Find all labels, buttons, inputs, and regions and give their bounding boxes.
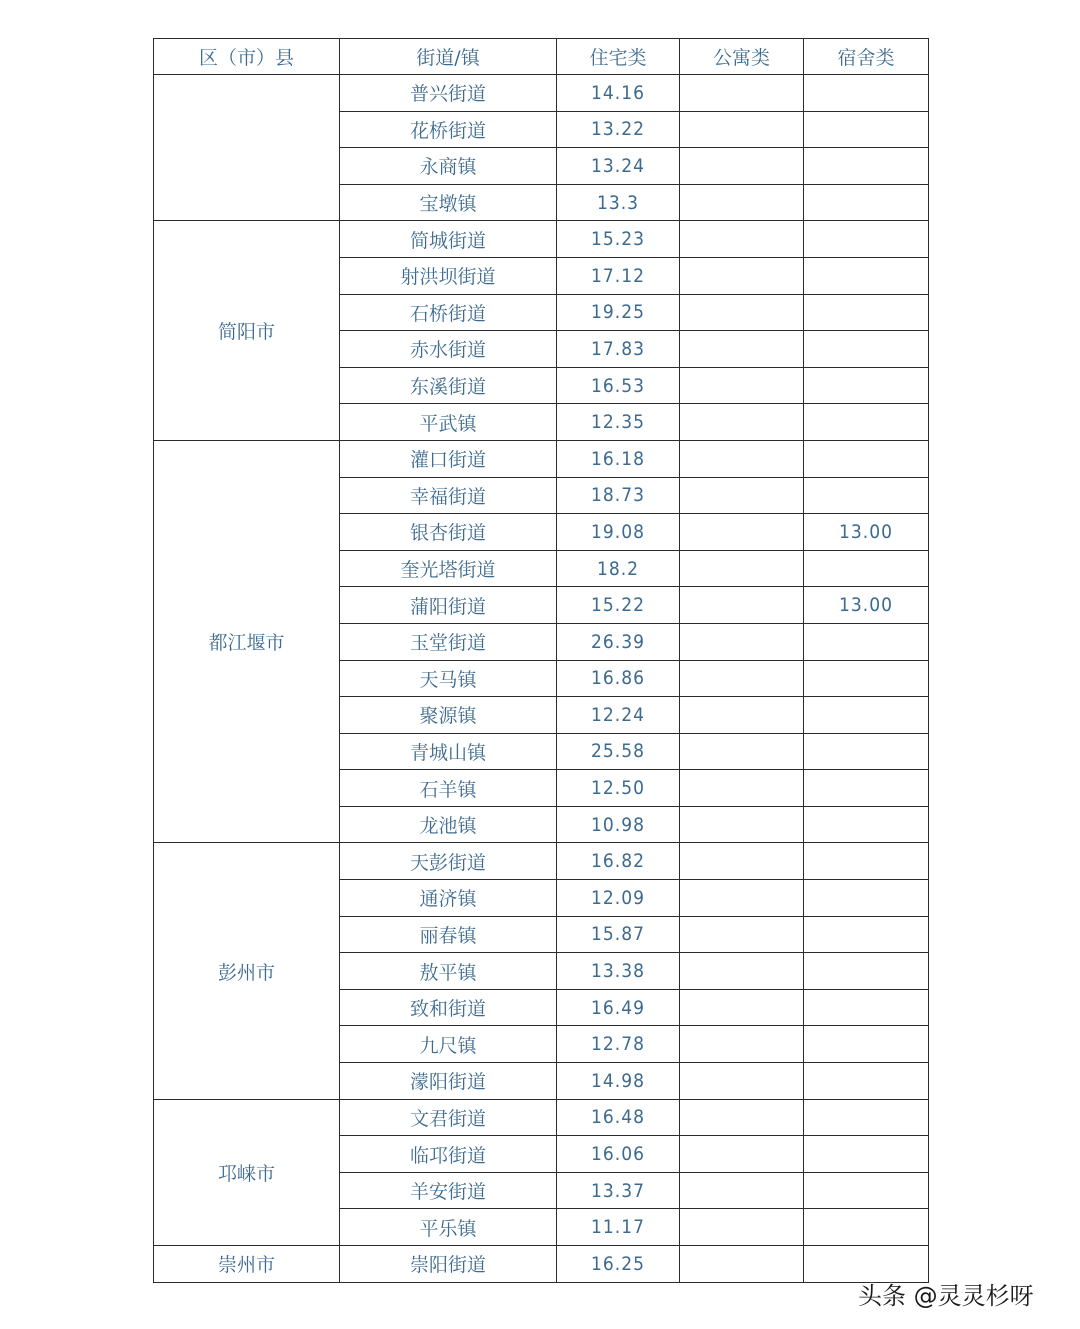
residential-cell: 13.37 xyxy=(557,1172,680,1209)
apartment-cell xyxy=(680,514,804,551)
apartment-cell xyxy=(680,331,804,368)
street-cell: 羊安街道 xyxy=(340,1172,557,1209)
header-row xyxy=(154,39,929,75)
residential-cell: 26.39 xyxy=(557,623,680,660)
apartment-cell xyxy=(680,184,804,221)
residential-cell: 13.24 xyxy=(557,148,680,185)
street-cell: 玉堂街道 xyxy=(340,623,557,660)
residential-cell: 16.53 xyxy=(557,367,680,404)
street-cell: 丽春镇 xyxy=(340,916,557,953)
header-residential: 住宅类 xyxy=(557,39,680,75)
apartment-cell xyxy=(680,587,804,624)
apartment-cell xyxy=(680,1136,804,1173)
dormitory-cell xyxy=(804,989,929,1026)
table-row xyxy=(154,440,929,477)
dormitory-cell xyxy=(804,75,929,112)
dormitory-cell xyxy=(804,953,929,990)
residential-cell: 12.09 xyxy=(557,880,680,917)
street-cell: 灌口街道 xyxy=(340,440,557,477)
residential-cell: 15.87 xyxy=(557,916,680,953)
residential-cell: 12.35 xyxy=(557,404,680,441)
dormitory-cell xyxy=(804,1063,929,1100)
residential-cell: 15.22 xyxy=(557,587,680,624)
apartment-cell xyxy=(680,1246,804,1283)
residential-cell: 16.06 xyxy=(557,1136,680,1173)
dormitory-cell xyxy=(804,111,929,148)
apartment-cell xyxy=(680,953,804,990)
apartment-cell xyxy=(680,257,804,294)
apartment-cell xyxy=(680,660,804,697)
apartment-cell xyxy=(680,294,804,331)
dormitory-cell xyxy=(804,1172,929,1209)
residential-cell: 10.98 xyxy=(557,806,680,843)
street-cell: 临邛街道 xyxy=(340,1136,557,1173)
dormitory-cell xyxy=(804,660,929,697)
residential-cell: 16.25 xyxy=(557,1246,680,1283)
apartment-cell xyxy=(680,733,804,770)
rates-table xyxy=(153,38,929,1283)
dormitory-cell xyxy=(804,257,929,294)
street-cell: 简城街道 xyxy=(340,221,557,258)
street-cell: 普兴街道 xyxy=(340,75,557,112)
residential-cell: 13.22 xyxy=(557,111,680,148)
street-cell: 平乐镇 xyxy=(340,1209,557,1246)
street-cell: 石桥街道 xyxy=(340,294,557,331)
district-cell xyxy=(154,75,340,221)
dormitory-cell xyxy=(804,1136,929,1173)
residential-cell: 17.83 xyxy=(557,331,680,368)
street-cell: 聚源镇 xyxy=(340,697,557,734)
apartment-cell xyxy=(680,806,804,843)
apartment-cell xyxy=(680,477,804,514)
street-cell: 天马镇 xyxy=(340,660,557,697)
dormitory-cell xyxy=(804,1099,929,1136)
apartment-cell xyxy=(680,1099,804,1136)
table-row xyxy=(154,1246,929,1283)
apartment-cell xyxy=(680,1172,804,1209)
apartment-cell xyxy=(680,440,804,477)
residential-cell: 13.3 xyxy=(557,184,680,221)
residential-cell: 11.17 xyxy=(557,1209,680,1246)
residential-cell: 12.78 xyxy=(557,1026,680,1063)
street-cell: 永商镇 xyxy=(340,148,557,185)
apartment-cell xyxy=(680,148,804,185)
apartment-cell xyxy=(680,404,804,441)
street-cell: 天彭街道 xyxy=(340,843,557,880)
street-cell: 龙池镇 xyxy=(340,806,557,843)
apartment-cell xyxy=(680,221,804,258)
table-row xyxy=(154,1099,929,1136)
street-cell: 敖平镇 xyxy=(340,953,557,990)
district-cell: 都江堰市 xyxy=(154,440,340,843)
table-row xyxy=(154,221,929,258)
residential-cell: 12.50 xyxy=(557,770,680,807)
residential-cell: 13.38 xyxy=(557,953,680,990)
street-cell: 青城山镇 xyxy=(340,733,557,770)
watermark: 头条 @灵灵杉呀 xyxy=(858,1282,1034,1310)
dormitory-cell xyxy=(804,770,929,807)
apartment-cell xyxy=(680,770,804,807)
street-cell: 赤水街道 xyxy=(340,331,557,368)
district-cell: 彭州市 xyxy=(154,843,340,1099)
street-cell: 通济镇 xyxy=(340,880,557,917)
dormitory-cell: 13.00 xyxy=(804,587,929,624)
apartment-cell xyxy=(680,367,804,404)
dormitory-cell xyxy=(804,1026,929,1063)
dormitory-cell xyxy=(804,843,929,880)
street-cell: 崇阳街道 xyxy=(340,1246,557,1283)
street-cell: 平武镇 xyxy=(340,404,557,441)
apartment-cell xyxy=(680,111,804,148)
street-cell: 石羊镇 xyxy=(340,770,557,807)
residential-cell: 12.24 xyxy=(557,697,680,734)
residential-cell: 15.23 xyxy=(557,221,680,258)
header-street: 街道/镇 xyxy=(340,39,557,75)
residential-cell: 16.18 xyxy=(557,440,680,477)
dormitory-cell xyxy=(804,184,929,221)
dormitory-cell xyxy=(804,404,929,441)
table-row xyxy=(154,843,929,880)
dormitory-cell xyxy=(804,477,929,514)
table-row xyxy=(154,75,929,112)
residential-cell: 14.16 xyxy=(557,75,680,112)
dormitory-cell xyxy=(804,550,929,587)
street-cell: 濛阳街道 xyxy=(340,1063,557,1100)
residential-cell: 16.82 xyxy=(557,843,680,880)
apartment-cell xyxy=(680,989,804,1026)
street-cell: 文君街道 xyxy=(340,1099,557,1136)
header-district: 区（市）县 xyxy=(154,39,340,75)
street-cell: 九尺镇 xyxy=(340,1026,557,1063)
apartment-cell xyxy=(680,916,804,953)
dormitory-cell xyxy=(804,697,929,734)
dormitory-cell xyxy=(804,806,929,843)
apartment-cell xyxy=(680,75,804,112)
district-cell: 简阳市 xyxy=(154,221,340,441)
residential-cell: 18.2 xyxy=(557,550,680,587)
district-cell: 崇州市 xyxy=(154,1246,340,1283)
dormitory-cell xyxy=(804,221,929,258)
street-cell: 射洪坝街道 xyxy=(340,257,557,294)
dormitory-cell xyxy=(804,367,929,404)
apartment-cell xyxy=(680,880,804,917)
dormitory-cell xyxy=(804,623,929,660)
residential-cell: 19.08 xyxy=(557,514,680,551)
apartment-cell xyxy=(680,623,804,660)
street-cell: 东溪街道 xyxy=(340,367,557,404)
table-body xyxy=(154,75,929,1283)
header-dormitory: 宿舍类 xyxy=(804,39,929,75)
residential-cell: 17.12 xyxy=(557,257,680,294)
dormitory-cell xyxy=(804,331,929,368)
dormitory-cell xyxy=(804,733,929,770)
street-cell: 幸福街道 xyxy=(340,477,557,514)
residential-cell: 25.58 xyxy=(557,733,680,770)
dormitory-cell xyxy=(804,880,929,917)
district-cell: 邛崃市 xyxy=(154,1099,340,1245)
street-cell: 蒲阳街道 xyxy=(340,587,557,624)
dormitory-cell xyxy=(804,294,929,331)
apartment-cell xyxy=(680,550,804,587)
residential-cell: 14.98 xyxy=(557,1063,680,1100)
street-cell: 致和街道 xyxy=(340,989,557,1026)
apartment-cell xyxy=(680,843,804,880)
street-cell: 宝墩镇 xyxy=(340,184,557,221)
header-apartment: 公寓类 xyxy=(680,39,804,75)
apartment-cell xyxy=(680,1063,804,1100)
residential-cell: 16.86 xyxy=(557,660,680,697)
street-cell: 花桥街道 xyxy=(340,111,557,148)
street-cell: 银杏街道 xyxy=(340,514,557,551)
street-cell: 奎光塔街道 xyxy=(340,550,557,587)
dormitory-cell xyxy=(804,1209,929,1246)
dormitory-cell xyxy=(804,148,929,185)
apartment-cell xyxy=(680,1026,804,1063)
residential-cell: 18.73 xyxy=(557,477,680,514)
residential-cell: 16.48 xyxy=(557,1099,680,1136)
residential-cell: 19.25 xyxy=(557,294,680,331)
dormitory-cell xyxy=(804,440,929,477)
dormitory-cell: 13.00 xyxy=(804,514,929,551)
apartment-cell xyxy=(680,697,804,734)
residential-cell: 16.49 xyxy=(557,989,680,1026)
apartment-cell xyxy=(680,1209,804,1246)
dormitory-cell xyxy=(804,916,929,953)
